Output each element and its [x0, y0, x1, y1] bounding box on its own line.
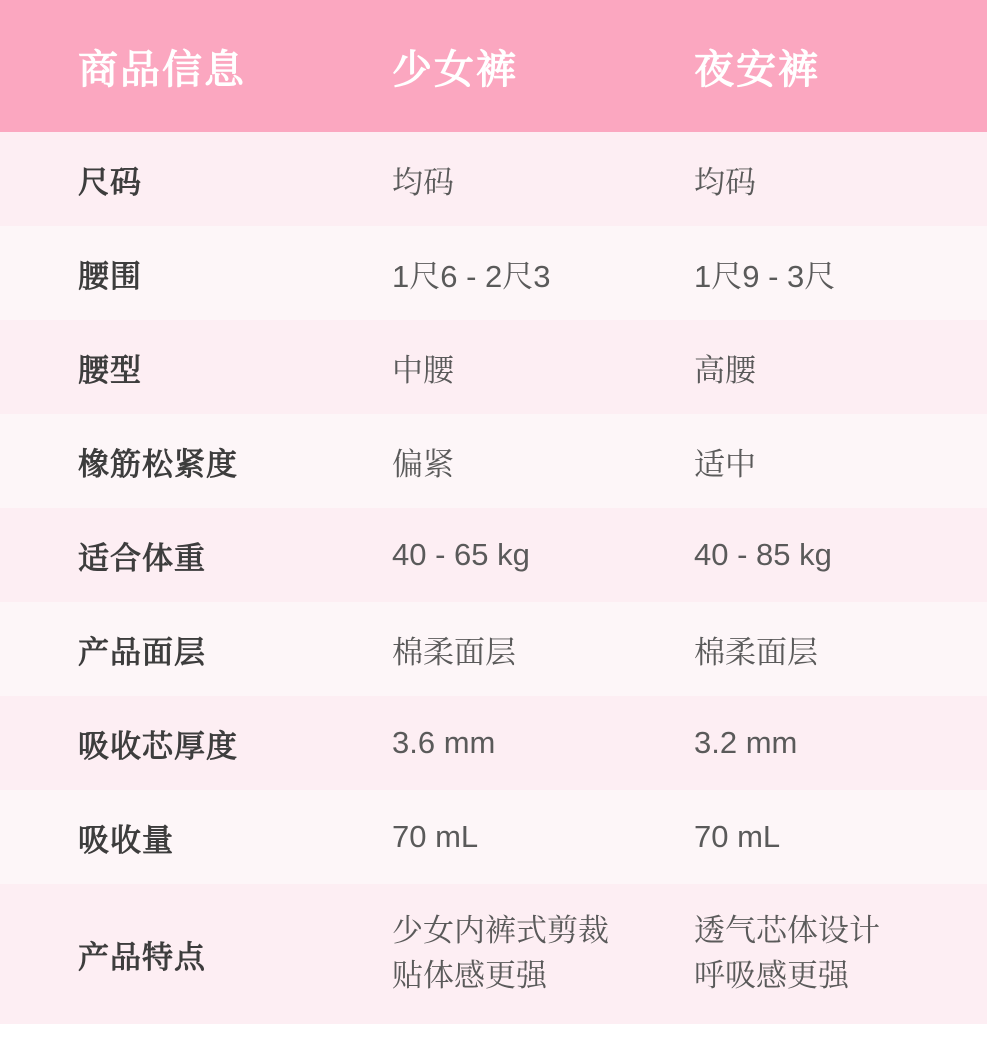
row-label: 腰围 — [0, 226, 310, 320]
table-row — [0, 414, 987, 508]
table-row-features — [0, 884, 987, 1024]
feature-a-line2: 贴体感更强 — [392, 958, 547, 993]
table-body — [0, 132, 987, 1024]
row-value-b: 适中 — [648, 414, 987, 508]
row-value-b — [648, 884, 987, 1024]
table-row — [0, 790, 987, 884]
header-column-b: 夜安裤 — [648, 0, 987, 132]
row-label: 吸收量 — [0, 790, 310, 884]
row-value-a: 40 - 65 kg — [310, 508, 648, 602]
row-value-b: 均码 — [648, 132, 987, 226]
header-row — [0, 0, 987, 132]
row-label: 适合体重 — [0, 508, 310, 602]
header-product-info: 商品信息 — [0, 0, 310, 132]
table-row — [0, 320, 987, 414]
row-value-a: 70 mL — [310, 790, 648, 884]
row-label: 吸收芯厚度 — [0, 696, 310, 790]
feature-b-line2: 呼吸感更强 — [694, 958, 849, 993]
row-value-a — [310, 884, 648, 1024]
row-value-b: 高腰 — [648, 320, 987, 414]
table-row — [0, 226, 987, 320]
row-value-a: 偏紧 — [310, 414, 648, 508]
feature-a-line1: 少女内裤式剪裁 — [392, 913, 609, 949]
row-label: 产品特点 — [0, 884, 310, 1024]
table-row — [0, 696, 987, 790]
row-value-a: 均码 — [310, 132, 648, 226]
row-value-a: 棉柔面层 — [310, 602, 648, 696]
row-value-b: 棉柔面层 — [648, 602, 987, 696]
row-value-a: 1尺6 - 2尺3 — [310, 226, 648, 320]
row-value-b: 40 - 85 kg — [648, 508, 987, 602]
row-label: 尺码 — [0, 132, 310, 226]
table-header — [0, 0, 987, 132]
row-value-a: 3.6 mm — [310, 696, 648, 790]
row-value-a: 中腰 — [310, 320, 648, 414]
feature-b-line1: 透气芯体设计 — [694, 913, 880, 949]
table-row — [0, 602, 987, 696]
table-row — [0, 132, 987, 226]
row-value-b: 1尺9 - 3尺 — [648, 226, 987, 320]
row-value-b: 3.2 mm — [648, 696, 987, 790]
row-label: 腰型 — [0, 320, 310, 414]
header-column-a: 少女裤 — [310, 0, 648, 132]
row-label: 产品面层 — [0, 602, 310, 696]
row-value-b: 70 mL — [648, 790, 987, 884]
row-label: 橡筋松紧度 — [0, 414, 310, 508]
table-row — [0, 508, 987, 602]
